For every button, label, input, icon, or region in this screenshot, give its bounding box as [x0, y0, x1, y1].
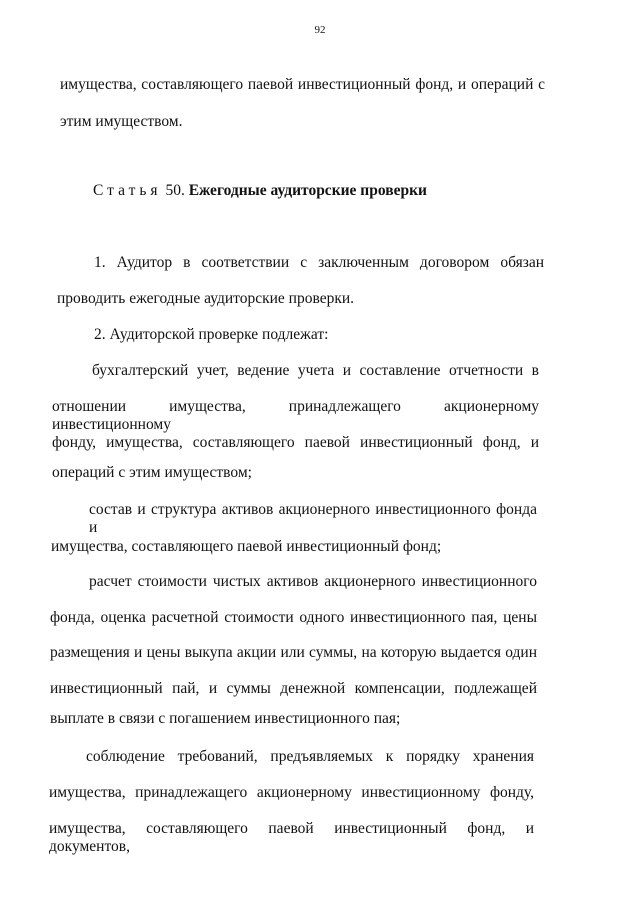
p1-line-1: 1. Аудитор в соответствии с заключенным договором обязан [94, 254, 544, 271]
article-heading [93, 182, 427, 200]
article-prefix: Статья [93, 182, 162, 199]
p5-line-5: выплате в связи с погашением инвестиционного пая; [50, 710, 401, 727]
p5-line-2: фонда, оценка расчетной стоимости одного инвестиционного пая, цены [50, 609, 537, 626]
p3-line-1: бухгалтерский учет, ведение учета и составление отчетности в [92, 362, 539, 379]
p6-line-1: соблюдение требований, предъявляемых к порядку хранения [86, 748, 534, 765]
p4-line-1: состав и структура активов акционерного инвестиционного фонда и [89, 501, 537, 536]
article-title: Ежегодные аудиторские проверки [188, 182, 427, 199]
intro-line-2: этим имуществом. [60, 113, 183, 130]
intro-line-1: имущества, составляющего паевой инвестиционный фонд, и операций с [60, 76, 545, 93]
article-number: 50. [165, 182, 185, 199]
p3-line-4: операций с этим имуществом; [52, 464, 252, 481]
p3-line-3: фонду, имущества, составляющего паевой инвестиционный фонд, и [52, 434, 539, 451]
p5-line-4: инвестиционный пай, и суммы денежной компенсации, подлежащей [50, 680, 537, 697]
p4-line-2: имущества, составляющего паевой инвестиционный фонд; [51, 538, 442, 555]
p5-line-3: размещения и цены выкупа акции или суммы, на которую выдается один [50, 644, 537, 661]
p3-line-2: отношении имущества, принадлежащего акционерному инвестиционному [52, 398, 539, 433]
p1-line-2: проводить ежегодные аудиторские проверки. [57, 290, 355, 307]
p2-line-1: 2. Аудиторской проверке подлежат: [94, 326, 329, 343]
p5-line-1: расчет стоимости чистых активов акционерного инвестиционного [89, 573, 537, 590]
p6-line-3: имущества, составляющего паевой инвестиционный фонд, и документов, [49, 820, 534, 855]
page-number: 92 [314, 24, 326, 36]
p6-line-2: имущества, принадлежащего акционерному инвестиционному фонду, [49, 784, 534, 801]
